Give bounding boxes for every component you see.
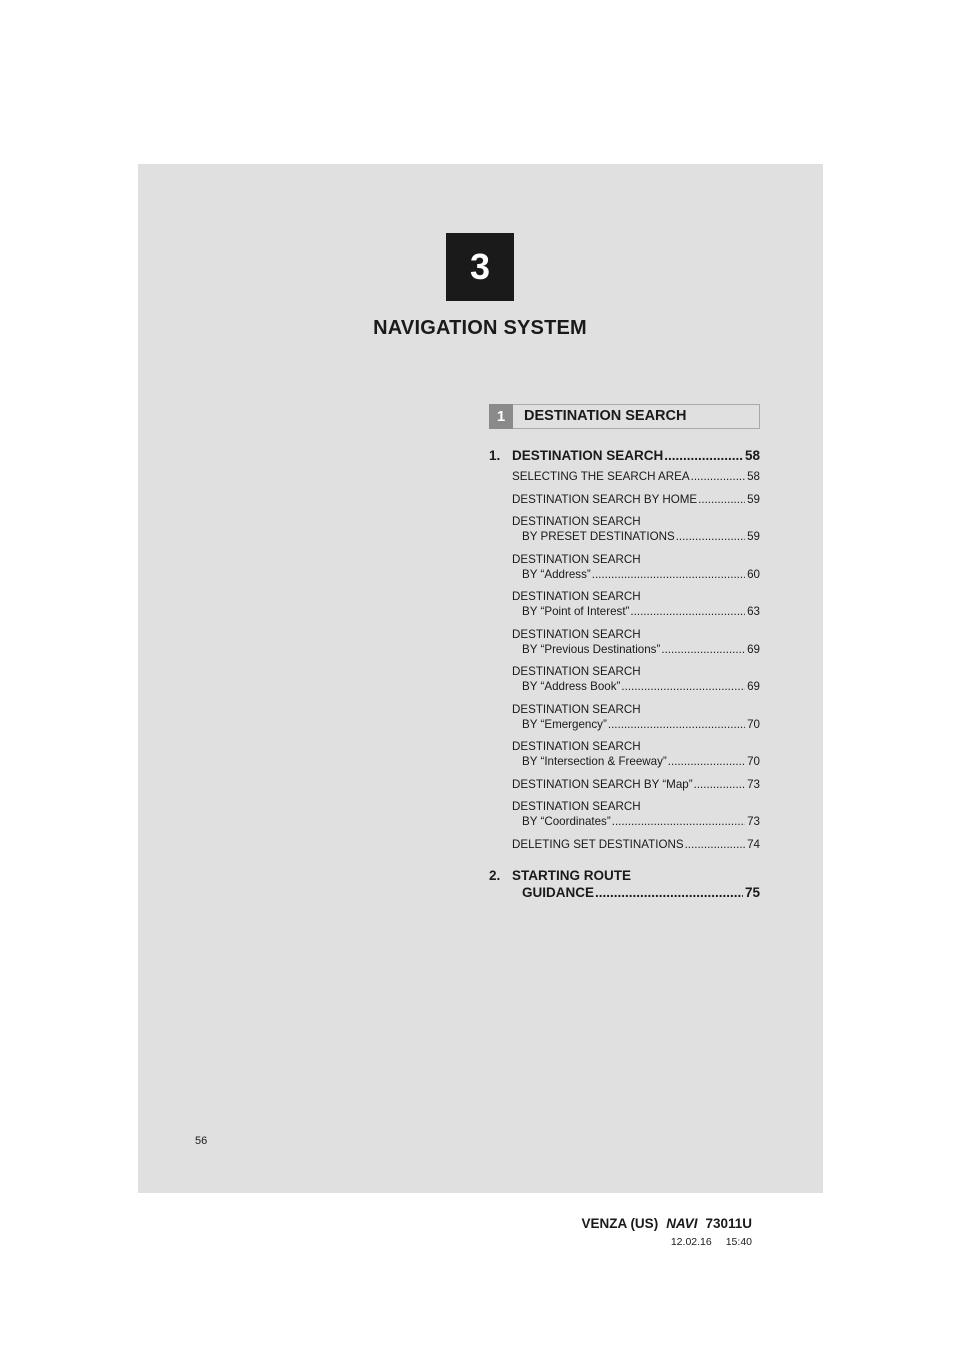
dot-leader	[685, 837, 746, 852]
toc-main-item[interactable]	[489, 448, 760, 463]
toc-page-number: 58	[744, 448, 760, 463]
toc-subitem-title-line1: DESTINATION SEARCH	[512, 590, 641, 603]
toc-subitem[interactable]	[512, 514, 760, 544]
toc-subitem-page: 60	[747, 567, 760, 581]
chapter-title: NAVIGATION SYSTEM	[373, 317, 587, 339]
toc-subitem-page: 58	[747, 470, 760, 483]
section-header	[489, 404, 760, 429]
footer-date: 12.02.16	[670, 1236, 712, 1248]
toc-subitem-title-line1: DESTINATION SEARCH	[512, 800, 641, 813]
toc-subitem[interactable]	[512, 664, 760, 694]
section-number: 1	[489, 404, 513, 429]
toc-subitem-page: 73	[747, 815, 760, 828]
footer-model-name: VENZA (US)	[581, 1216, 659, 1231]
toc-subitem-page: 70	[747, 717, 760, 731]
toc-page-number: 75	[744, 884, 760, 900]
toc-subitem-page: 59	[747, 530, 760, 543]
toc-subitem-title-line1: DESTINATION SEARCH	[512, 515, 641, 528]
dot-leader	[694, 777, 746, 792]
footer-time: 15:40	[725, 1236, 752, 1248]
toc-subitem-page: 63	[747, 605, 760, 618]
dot-leader	[676, 529, 745, 544]
toc-subitem-page: 74	[747, 837, 760, 851]
toc-subitem-title-line2: BY “Point of Interest”	[522, 605, 630, 618]
footer-model	[581, 1216, 752, 1231]
dot-leader	[621, 679, 745, 694]
section-title: DESTINATION SEARCH	[524, 408, 687, 424]
toc-subitem[interactable]	[512, 739, 760, 769]
footer-code: 73011U	[705, 1216, 752, 1231]
dot-leader	[664, 448, 743, 463]
toc-subitem[interactable]	[512, 837, 760, 852]
toc-subitem[interactable]	[512, 799, 760, 829]
toc-subitem-list	[512, 469, 760, 852]
toc-subitem-page: 69	[747, 642, 760, 656]
toc-subitem-page: 59	[747, 492, 760, 506]
toc-subitem-page: 70	[747, 755, 760, 768]
dot-leader	[612, 814, 745, 829]
toc-item-number: 1.	[489, 448, 501, 463]
toc-subitem-page: 73	[747, 777, 760, 791]
toc-subitem-title-line1: DESTINATION SEARCH	[512, 665, 641, 678]
toc-subitem[interactable]	[512, 469, 760, 484]
toc-subitem-title-line1: DESTINATION SEARCH	[512, 627, 641, 641]
toc-subitem-title: DESTINATION SEARCH BY HOME	[512, 492, 698, 506]
toc-subitem-title-line1: DESTINATION SEARCH	[512, 740, 641, 753]
dot-leader	[668, 754, 745, 769]
toc-subitem-title-line2: BY “Coordinates”	[522, 815, 611, 828]
chapter-number-badge: 3	[446, 233, 514, 301]
dot-leader	[630, 604, 745, 619]
toc-subitem-title: DELETING SET DESTINATIONS	[512, 837, 684, 851]
toc-main-item[interactable]	[489, 868, 760, 900]
footer-timestamp	[671, 1236, 752, 1248]
toc-subitem[interactable]	[512, 777, 760, 792]
toc-subitem-title-line2: BY “Address Book”	[522, 680, 621, 693]
toc-subitem[interactable]	[512, 589, 760, 619]
toc-subitem[interactable]	[512, 627, 760, 657]
toc-subitem-title-line1: DESTINATION SEARCH	[512, 552, 641, 566]
table-of-contents	[489, 445, 760, 900]
toc-item-title: DESTINATION SEARCH	[512, 448, 664, 463]
toc-subitem[interactable]	[512, 702, 760, 732]
toc-item-title-line1: STARTING ROUTE	[512, 867, 631, 883]
toc-subitem-page: 69	[747, 680, 760, 693]
toc-item-title-line2: GUIDANCE	[522, 884, 595, 900]
dot-leader	[592, 567, 745, 582]
toc-subitem-title-line2: BY PRESET DESTINATIONS	[522, 530, 675, 543]
toc-subitem[interactable]	[512, 492, 760, 507]
toc-item-number: 2.	[489, 867, 501, 883]
dot-leader	[595, 885, 743, 900]
toc-subitem-title-line2: BY “Intersection & Freeway”	[522, 755, 667, 768]
toc-subitem-title-line2: BY “Address”	[522, 567, 591, 581]
dot-leader	[661, 642, 745, 657]
toc-subitem-title-line2: BY “Emergency”	[522, 717, 607, 731]
dot-leader	[698, 492, 745, 507]
footer-navi: NAVI	[666, 1216, 698, 1231]
dot-leader	[608, 717, 745, 732]
page-number: 56	[195, 1135, 208, 1147]
toc-subitem-title: SELECTING THE SEARCH AREA	[512, 470, 690, 483]
toc-subitem[interactable]	[512, 552, 760, 582]
toc-subitem-title-line1: DESTINATION SEARCH	[512, 702, 641, 716]
dot-leader	[691, 469, 745, 484]
toc-subitem-title: DESTINATION SEARCH BY “Map”	[512, 777, 693, 791]
toc-subitem-title-line2: BY “Previous Destinations”	[522, 642, 661, 656]
